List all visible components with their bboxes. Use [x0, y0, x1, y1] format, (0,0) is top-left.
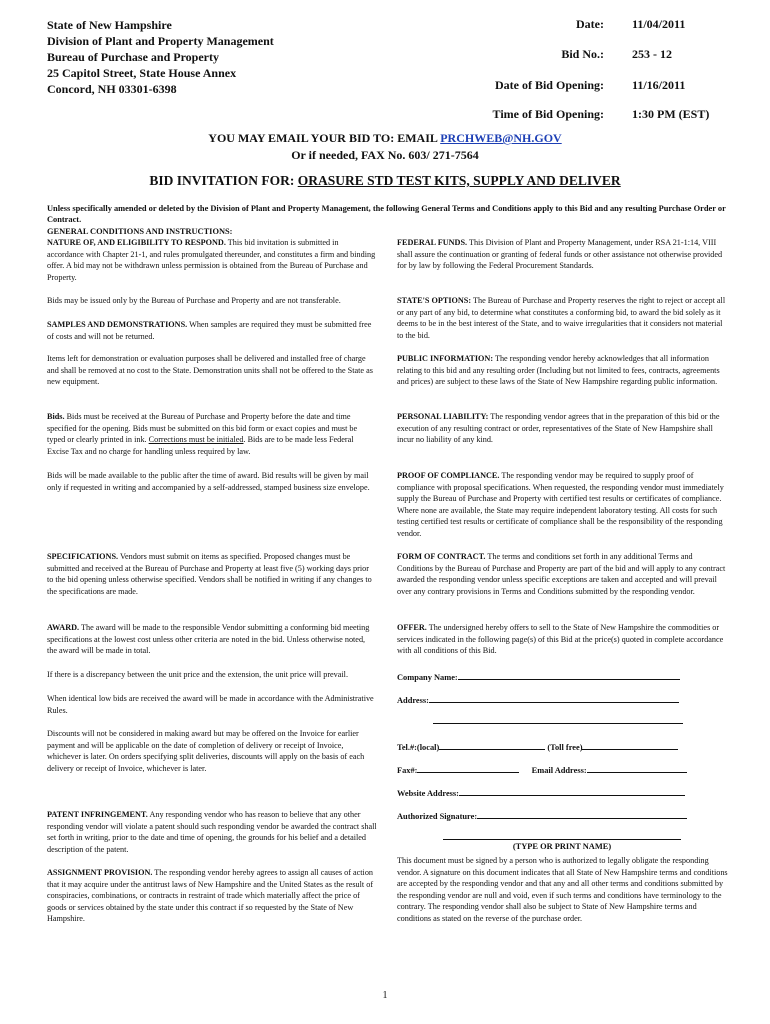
signature-notice: This document must be signed by a person who is authorized to legally obligate the responding vendor. A signature on this document indicates that all State of New Hampshire terms and conditions are accepted by the responding vendor and that any and all other terms and conditions submitted by the responding vendor are null and void, even if such terms and conditions have terminology to the contrary. The responding vendor shall also be subject to State of New Hampshire terms and conditions as stated on the reverse of the purchase order.: [397, 856, 728, 923]
toll-free-label: (Toll free): [547, 743, 583, 752]
nature-heading: NATURE OF, AND ELIGIBILITY TO RESPOND.: [47, 238, 226, 247]
issued-paragraph: Bids may be issued only by the Bureau of Purchase and Property and are not transferable.: [47, 296, 341, 305]
email-instructions: [0, 131, 770, 146]
federal-funds-paragraph: [397, 237, 727, 272]
address-line-2[interactable]: [433, 722, 683, 724]
agency-line: Bureau of Purchase and Property: [47, 50, 220, 64]
tel-local-line[interactable]: [439, 740, 545, 750]
spec-body: Vendors must submit on items as specified. Proposed changes must be submitted and received at the Bureau of Purchase and Property at least five (5) working days prior to the bid opening unless otherwise specified. Vendors shall be notified in writing if any changes to the specifications are made.: [47, 552, 372, 596]
company-name-field[interactable]: [397, 670, 680, 682]
address-line-1[interactable]: [429, 693, 679, 703]
identical-bids-paragraph: When identical low bids are received the award will be made in accordance with the Administrative Rules.: [47, 694, 374, 715]
toll-free-line[interactable]: [582, 740, 678, 750]
general-conditions-heading: GENERAL CONDITIONS AND INSTRUCTIONS:: [47, 227, 233, 236]
bids-heading: Bids.: [47, 412, 65, 421]
tel-local-label: Tel.#:(local): [397, 743, 440, 752]
patent-body: Any responding vendor who has reason to believe that any other responding vendor will violate a patent should such responding vendor be awarded the contract shall set forth in writing, prior to the date and time of opening, the grounds for his belief and a detailed description of the patent.: [47, 810, 377, 854]
agency-line: Concord, NH 03301-6398: [47, 82, 177, 96]
public-information-paragraph: [397, 353, 727, 388]
address-field[interactable]: [397, 693, 679, 705]
spec-heading: SPECIFICATIONS.: [47, 552, 119, 561]
bid-no-value: 253 - 12: [632, 47, 672, 61]
proof-heading: PROOF OF COMPLIANCE.: [397, 471, 500, 480]
proof-of-compliance-paragraph: [397, 470, 727, 539]
intro-paragraph: Unless specifically amended or deleted by the Division of Plant and Property Management, the following General Terms and Conditions apply to this Bid and any resulting Purchase Order or Contract.: [47, 204, 726, 225]
award-body: The award will be made to the responsible Vendor submitting a conforming bid meeting specifications at the lowest cost unless other criteria are noted in the bid. Unless otherwise noted, the award will be made in total.: [47, 623, 370, 655]
bid-title: [0, 173, 770, 189]
bids-body: Bids must be received at the Bureau of Purchase and Property before the date and time specified for the opening. Bids must be submitted on this bid form or exact copies and must be typed or clearly printed in ink.: [47, 412, 358, 444]
agency-line: State of New Hampshire: [47, 18, 172, 32]
form-body: The terms and conditions set forth in any additional Terms and Conditions by the Bureau of Purchase and Property are part of the bid and will apply to any contract awarded the responding vendor unless specific exceptions are taken and accepted and will prevail over any contrary provisions in Terms and Conditions submitted by the responding vendor.: [397, 552, 726, 596]
fax-line: Or if needed, FAX No. 603/ 271-7564: [291, 148, 479, 162]
fax-line-input[interactable]: [417, 763, 519, 773]
federal-body: This Division of Plant and Property Management, under RSA 21-1:14, VIII shall assure the continuation or granting of federal funds or other assistance not otherwise provided for by law by following the Federal Procurement Standards.: [397, 238, 723, 270]
proof-body: The responding vendor may be required to supply proof of compliance with proposal specifications. When requested, the responding vendor must immediately supply the Bureau of Purchase and Property with certified test results or certificates of compliance. Where none are available, the State may require independent laboratory testing. All costs for such testing certified test results or certificate of compliance shall be the responsibility of the responding vendor.: [397, 471, 724, 538]
discounts-paragraph: Discounts will not be considered in making award but may be offered on the Invoice for earlier payment and will be applicable on the date of completion of delivery or receipt of Invoice, whichever is later. On orders specifying split deliveries, discounts will apply on the basis of each delivery or receipt of Invoice, whichever is later.: [47, 729, 365, 773]
signature-label: Authorized Signature:: [397, 812, 478, 821]
nature-body: This bid invitation is submitted in accordance with Chapter 21-1, and rules promulgated thereunder, and constitutes a firm and binding offer. A bid may not be withdrawn unless permission is obtained from the Bureau of Purchase and Property.: [47, 238, 376, 282]
bids-body-end: . Bids are to be made less Federal Excise Tax and no charge for handling unless required by law.: [47, 435, 354, 456]
patent-heading: PATENT INFRINGEMENT.: [47, 810, 148, 819]
fax-label: Fax#:: [397, 766, 418, 775]
specifications-paragraph: [47, 551, 377, 597]
assignment-paragraph: [47, 867, 377, 925]
samples-body: When samples are required they must be submitted free of costs and will not be returned.: [47, 320, 372, 341]
bid-no-label: Bid No.:: [561, 47, 604, 61]
public-info-body: The responding vendor hereby acknowledges that all information relating to this bid and any resulting order (Including but not limited to fees, contracts, agreements and prices) are subject to these laws of the State of New Hampshire regarding public information.: [397, 354, 720, 386]
patent-paragraph: [47, 809, 377, 855]
opening-time-label: Time of Bid Opening:: [492, 107, 604, 121]
award-heading: AWARD.: [47, 623, 80, 632]
federal-heading: FEDERAL FUNDS.: [397, 238, 468, 247]
website-label: Website Address:: [397, 789, 459, 798]
email-address-label: Email Address:: [531, 766, 587, 775]
company-name-label: Company Name:: [397, 673, 458, 682]
state-options-paragraph: [397, 295, 727, 341]
samples-paragraph: [47, 319, 377, 342]
page-number: 1: [382, 990, 388, 1001]
website-field[interactable]: [397, 786, 685, 798]
agency-address-block: [47, 17, 274, 97]
offer-body: The undersigned hereby offers to sell to the State of New Hampshire the commodities or services indicated in the following page(s) of this Bid at the price(s) quoted in complete accordance with all conditions of this Bid.: [397, 623, 724, 655]
signature-line[interactable]: [477, 809, 687, 819]
offer-paragraph: [397, 622, 727, 657]
form-of-contract-paragraph: [397, 551, 727, 597]
print-name-line[interactable]: [443, 838, 681, 840]
email-link[interactable]: PRCHWEB@NH.GOV: [440, 131, 562, 145]
offer-heading: OFFER.: [397, 623, 427, 632]
bid-title-prefix: BID INVITATION FOR:: [149, 173, 298, 188]
fax-email-field[interactable]: [397, 763, 687, 775]
award-paragraph: [47, 622, 377, 657]
company-name-line[interactable]: [458, 670, 680, 680]
phone-field[interactable]: [397, 740, 678, 752]
state-options-body: The Bureau of Purchase and Property reserves the right to reject or accept all or any part of any bid, to determine what constitutes a conforming bid, to award the bid solely as it deems to be in the best interest of the State, and to waive irregularities that it considers not material to the bid.: [397, 296, 726, 340]
opening-date-value: 11/16/2011: [632, 78, 686, 92]
nature-paragraph: [47, 237, 377, 283]
opening-time-value: 1:30 PM (EST): [632, 107, 710, 121]
agency-line: Division of Plant and Property Management: [47, 34, 274, 48]
date-value: 11/04/2011: [632, 17, 686, 31]
discrepancy-paragraph: If there is a discrepancy between the unit price and the extension, the unit price will prevail.: [47, 670, 349, 679]
bids-corrections: Corrections must be initialed: [148, 435, 244, 444]
type-print-caption: (TYPE OR PRINT NAME): [512, 842, 612, 851]
opening-date-label: Date of Bid Opening:: [494, 78, 604, 92]
email-address-line[interactable]: [587, 763, 687, 773]
agency-line: 25 Capitol Street, State House Annex: [47, 66, 237, 80]
signature-field[interactable]: [397, 809, 687, 821]
samples-heading: SAMPLES AND DEMONSTRATIONS.: [47, 320, 188, 329]
website-line[interactable]: [459, 786, 685, 796]
personal-liability-paragraph: [397, 411, 727, 446]
bids-paragraph: [47, 411, 377, 457]
date-label: Date:: [576, 17, 604, 31]
liability-heading: PERSONAL LIABILITY:: [397, 412, 489, 421]
address-label: Address:: [397, 696, 429, 705]
email-prefix: YOU MAY EMAIL YOUR BID TO: EMAIL: [208, 131, 441, 145]
form-heading: FORM OF CONTRACT.: [397, 552, 486, 561]
assignment-body: The responding vendor hereby agrees to assign all causes of action that it may acquire under the antitrust laws of New Hampshire and the United States as the result of conspiracies, combinations, or contracts in restraint of trade which materially affect the price of goods or services obtained by the state under this contract if so requested by the State of New Hampshire.: [47, 868, 374, 923]
liability-body: The responding vendor agrees that in the preparation of this bid or the execution of any resulting contract or order, representatives of the State of New Hampshire shall incur no liability of any kind.: [397, 412, 720, 444]
public-info-heading: PUBLIC INFORMATION:: [397, 354, 494, 363]
assignment-heading: ASSIGNMENT PROVISION.: [47, 868, 153, 877]
bid-title-subject: ORASURE STD TEST KITS, SUPPLY AND DELIVER: [297, 173, 621, 188]
items-left-paragraph: Items left for demonstration or evaluation purposes shall be delivered and installed free of charge and shall be removed at no cost to the State. Demonstration units shall not be offered to the State as new equipment.: [47, 354, 373, 386]
public-results-paragraph: Bids will be made available to the public after the time of award. Bid results will be given by mail only if requested in writing and accompanied by a self-addressed, stamped business size envelope.: [47, 471, 370, 492]
state-options-heading: STATE'S OPTIONS:: [397, 296, 472, 305]
